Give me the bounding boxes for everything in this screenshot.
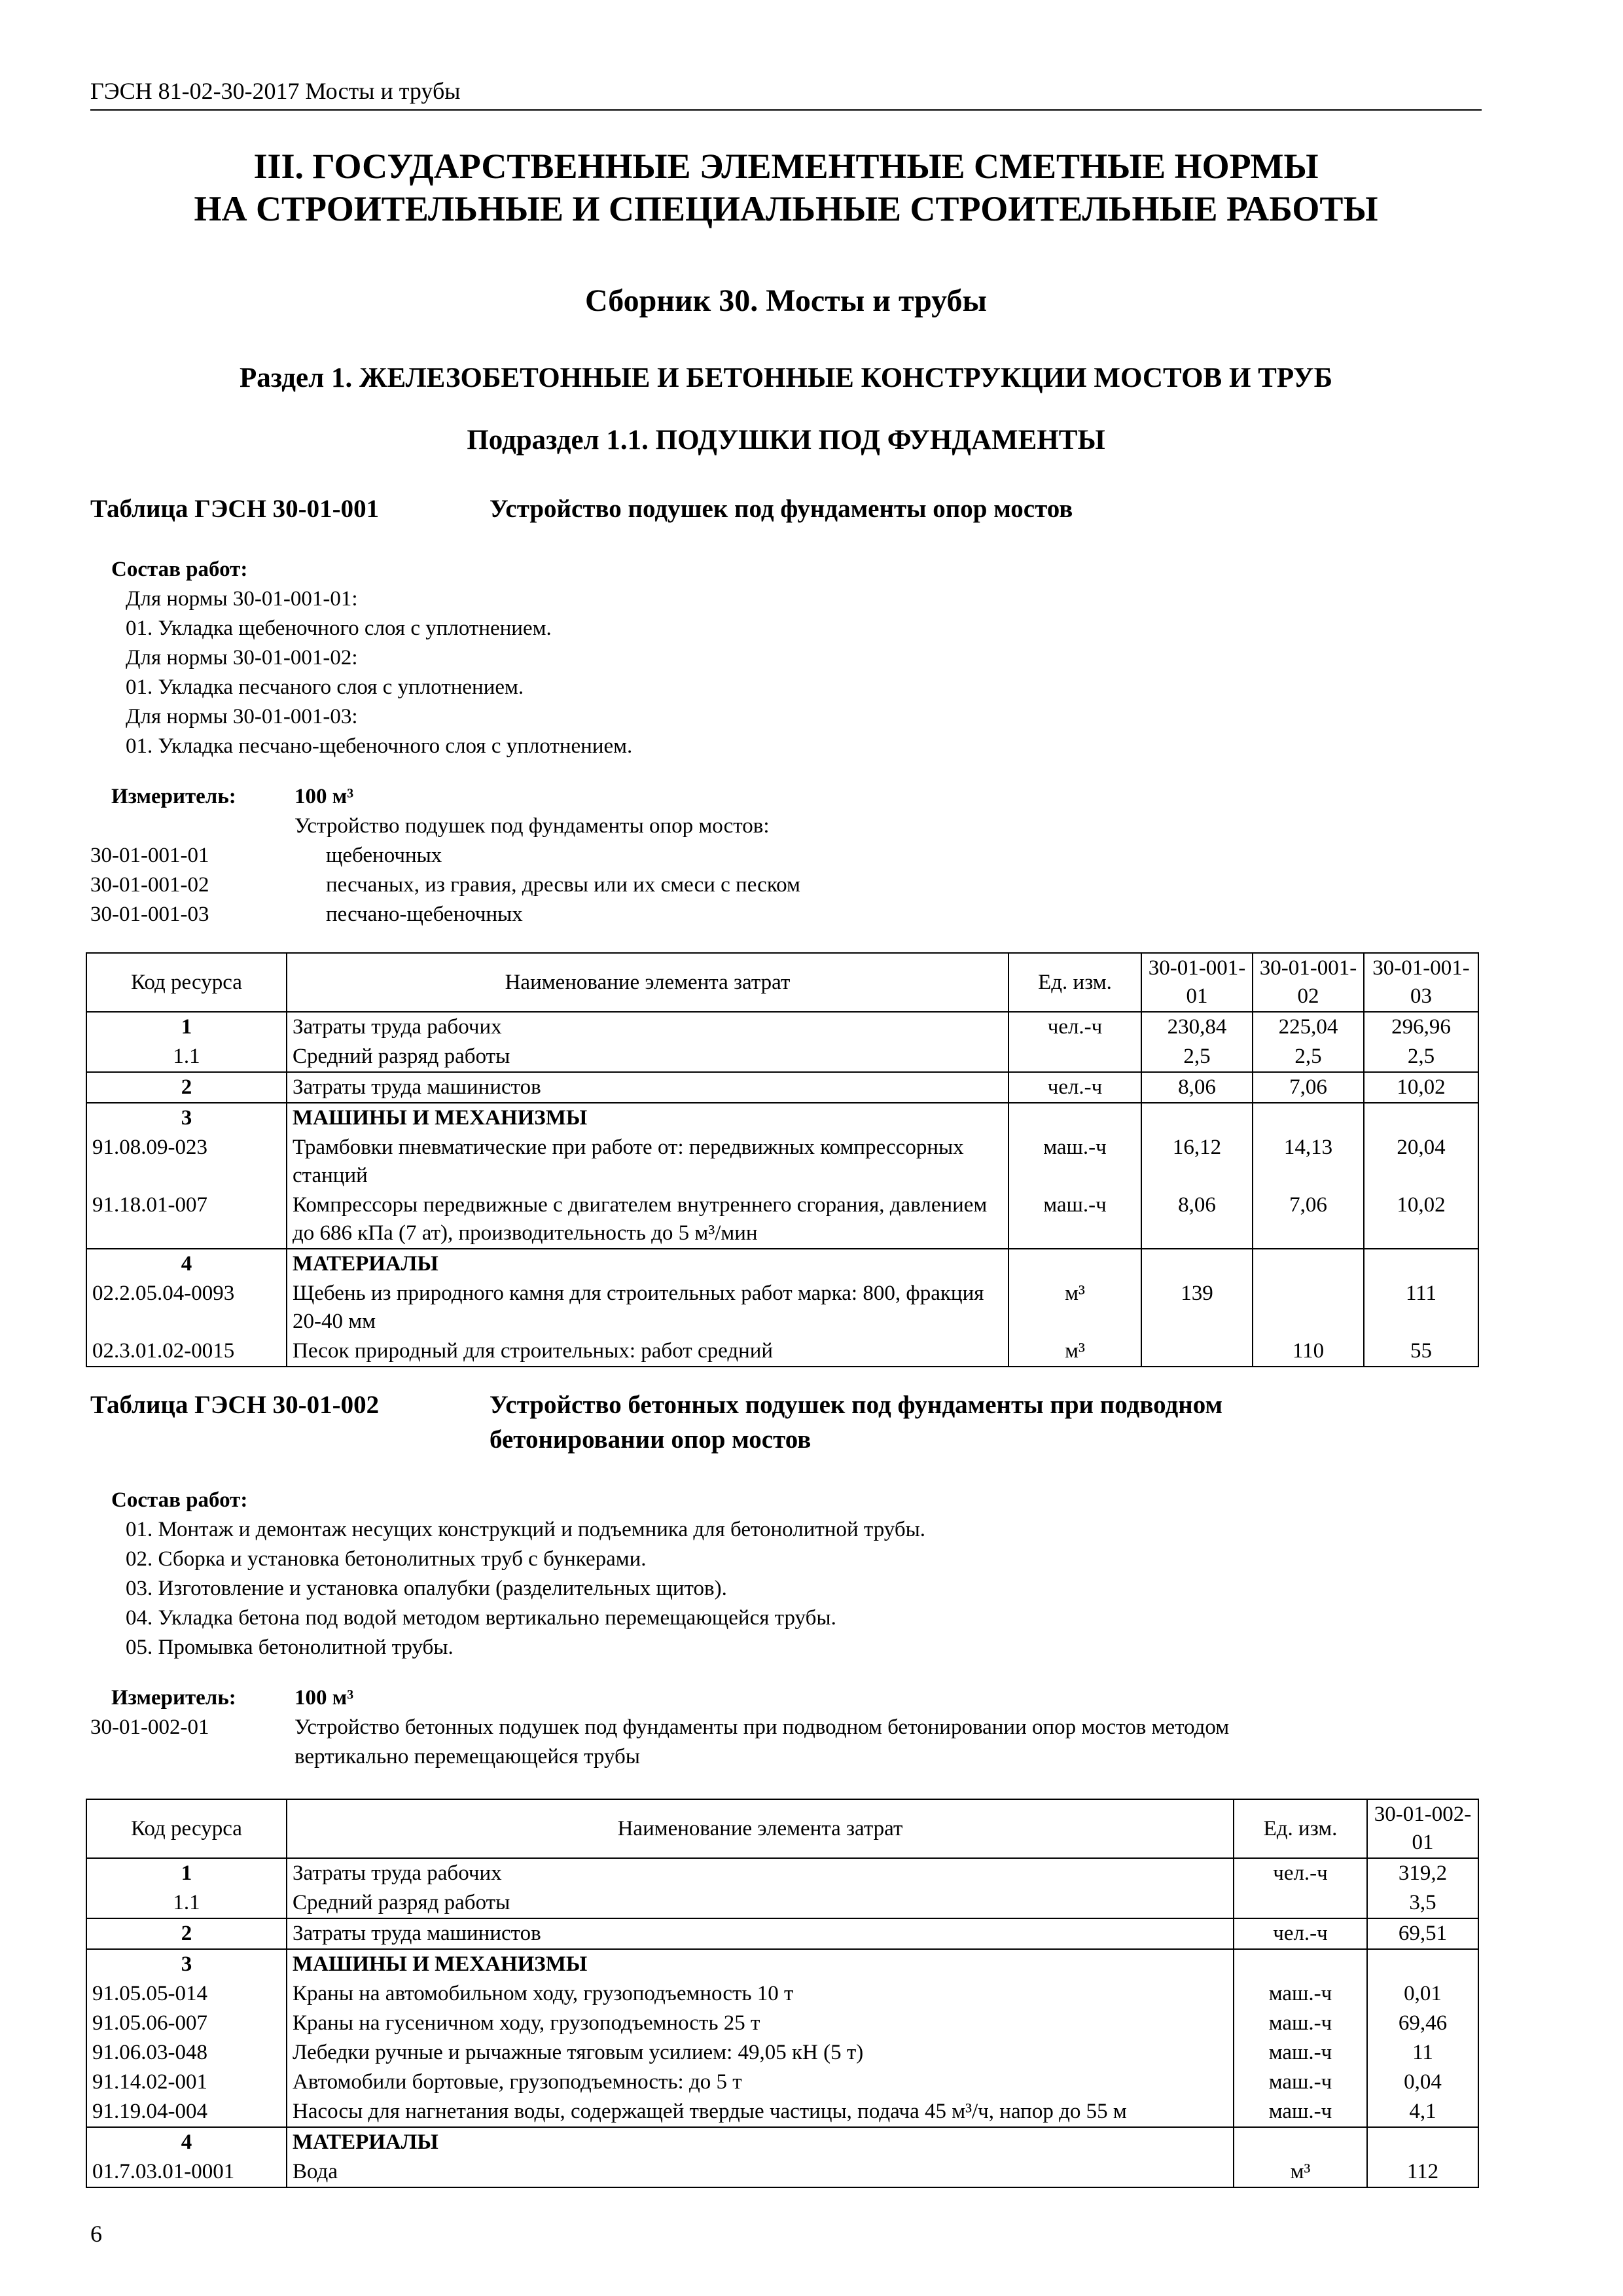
cell-value	[1141, 1336, 1253, 1367]
work-item: Для нормы 30-01-001-02:	[126, 646, 358, 670]
resource-table-2	[86, 1799, 1479, 2188]
table-row	[86, 2157, 1478, 2187]
cell-unit: маш.-ч	[1234, 2009, 1367, 2038]
col-header: 30-01-001-01	[1141, 953, 1253, 1012]
norm-code: 30-01-001-01	[90, 844, 209, 867]
meter-unit: 100 м³	[294, 785, 354, 808]
running-header: ГЭСН 81-02-30-2017 Мосты и трубы	[90, 78, 461, 104]
cell-value: 139	[1141, 1279, 1253, 1336]
cell-code: 91.06.03-048	[86, 2038, 287, 2068]
cell-value: 112	[1367, 2157, 1478, 2187]
work-item: 01. Укладка песчаного слоя с уплотнением.	[126, 675, 524, 699]
table2-title	[490, 1388, 1465, 1457]
cell-code: 01.7.03.01-0001	[86, 2157, 287, 2187]
table-row	[86, 1918, 1478, 1949]
cell-name: МАШИНЫ И МЕХАНИЗМЫ	[287, 1949, 1234, 1979]
col-header: 30-01-001-02	[1253, 953, 1364, 1012]
cell-name: Средний разряд работы	[287, 1888, 1234, 1918]
work-item: 05. Промывка бетонолитной трубы.	[126, 1636, 454, 1659]
cell-unit: маш.-ч	[1008, 1133, 1141, 1191]
col-header: 30-01-002-01	[1367, 1799, 1478, 1858]
cell-name: Затраты труда рабочих	[287, 1012, 1008, 1042]
norm-name: щебеночных	[326, 844, 442, 867]
norm-name: песчано-щебеночных	[326, 903, 523, 926]
cell-value: 3,5	[1367, 1888, 1478, 1918]
table-row	[86, 2127, 1478, 2157]
cell-name: МАШИНЫ И МЕХАНИЗМЫ	[287, 1103, 1008, 1133]
cell-value: 296,96	[1364, 1012, 1478, 1042]
cell-name: Средний разряд работы	[287, 1042, 1008, 1072]
norm-description	[294, 1713, 1229, 1772]
cell-value	[1367, 1949, 1478, 1979]
cell-code: 91.08.09-023	[86, 1133, 287, 1191]
cell-name: Затраты труда машинистов	[287, 1918, 1234, 1949]
cell-value: 111	[1364, 1279, 1478, 1336]
work-item: 02. Сборка и установка бетонолитных труб с бункерами.	[126, 1547, 647, 1571]
meter-label: Измеритель:	[111, 785, 236, 808]
table-header-row	[86, 953, 1478, 1012]
cell-value: 2,5	[1253, 1042, 1364, 1072]
table-row	[86, 1191, 1478, 1249]
cell-code: 1.1	[86, 1042, 287, 1072]
cell-value: 230,84	[1141, 1012, 1253, 1042]
work-item: 03. Изготовление и установка опалубки (разделительных щитов).	[126, 1577, 727, 1600]
cell-value: 7,06	[1253, 1072, 1364, 1103]
part-title-line1: III. ГОСУДАРСТВЕННЫЕ ЭЛЕМЕНТНЫЕ СМЕТНЫЕ НОРМЫ	[253, 147, 1319, 186]
table1-title: Устройство подушек под фундаменты опор мостов	[490, 495, 1073, 523]
cell-name: Затраты труда машинистов	[287, 1072, 1008, 1103]
cell-value: 10,02	[1364, 1191, 1478, 1249]
cell-value	[1141, 1249, 1253, 1279]
norm-code: 30-01-001-02	[90, 873, 209, 897]
work-label: Состав работ:	[111, 558, 248, 581]
cell-value: 110	[1253, 1336, 1364, 1367]
table-row	[86, 1279, 1478, 1336]
cell-code: 91.05.05-014	[86, 1979, 287, 2009]
cell-code: 91.19.04-004	[86, 2097, 287, 2127]
work-list	[126, 1515, 925, 1662]
cell-name: Вода	[287, 2157, 1234, 2187]
cell-code: 91.14.02-001	[86, 2068, 287, 2097]
cell-value: 20,04	[1364, 1133, 1478, 1191]
work-item: 04. Укладка бетона под водой методом вертикально перемещающейся трубы.	[126, 1606, 836, 1630]
cell-code: 91.05.06-007	[86, 2009, 287, 2038]
table-row	[86, 1133, 1478, 1191]
col-header: Код ресурса	[86, 1799, 287, 1858]
cell-unit: маш.-ч	[1234, 2038, 1367, 2068]
cell-name: Трамбовки пневматические при работе от: передвижных компрессорных станций	[287, 1133, 1008, 1191]
norm-code: 30-01-001-03	[90, 903, 209, 926]
table-row	[86, 1888, 1478, 1918]
cell-code: 4	[86, 1249, 287, 1279]
cell-unit	[1234, 1888, 1367, 1918]
col-header: Наименование элемента затрат	[287, 1799, 1234, 1858]
cell-value: 10,02	[1364, 1072, 1478, 1103]
cell-value: 2,5	[1141, 1042, 1253, 1072]
cell-value: 4,1	[1367, 2097, 1478, 2127]
table2-code: Таблица ГЭСН 30-01-002	[90, 1391, 380, 1419]
cell-value	[1253, 1279, 1364, 1336]
table1-work-section	[111, 555, 632, 761]
work-list	[126, 584, 632, 761]
cell-value: 8,06	[1141, 1072, 1253, 1103]
meter-description: Устройство подушек под фундаменты опор мостов:	[294, 814, 770, 838]
table-row	[86, 1042, 1478, 1072]
part-title	[90, 145, 1482, 230]
norm-description-line1: Устройство бетонных подушек под фундаменты при подводном бетонировании опор мостов методом	[294, 1715, 1230, 1739]
cell-unit: чел.-ч	[1234, 1918, 1367, 1949]
work-label: Состав работ:	[111, 1488, 248, 1512]
cell-code: 2	[86, 1918, 287, 1949]
section-title: Раздел 1. ЖЕЛЕЗОБЕТОННЫЕ И БЕТОННЫЕ КОНСТРУКЦИИ МОСТОВ И ТРУБ	[239, 363, 1333, 393]
cell-name: МАТЕРИАЛЫ	[287, 2127, 1234, 2157]
table-row	[86, 1072, 1478, 1103]
cell-name: Лебедки ручные и рычажные тяговым усилием: 49,05 кН (5 т)	[287, 2038, 1234, 2068]
cell-unit	[1234, 2127, 1367, 2157]
header-divider	[90, 109, 1482, 111]
cell-code: 1.1	[86, 1888, 287, 1918]
cell-value	[1367, 2127, 1478, 2157]
cell-unit: чел.-ч	[1008, 1072, 1141, 1103]
cell-unit	[1008, 1042, 1141, 1072]
work-item: 01. Монтаж и демонтаж несущих конструкций и подъемника для бетонолитной трубы.	[126, 1518, 926, 1541]
cell-value	[1253, 1249, 1364, 1279]
norm-code: 30-01-002-01	[90, 1715, 209, 1739]
cell-code: 1	[86, 1012, 287, 1042]
cell-value	[1253, 1103, 1364, 1133]
table2-work-section	[111, 1486, 925, 1662]
cell-name: Насосы для нагнетания воды, содержащей твердые частицы, подача 45 м³/ч, напор до 55 м	[287, 2097, 1234, 2127]
cell-value: 55	[1364, 1336, 1478, 1367]
cell-code: 02.2.05.04-0093	[86, 1279, 287, 1336]
cell-name: Щебень из природного камня для строительных работ марка: 800, фракция 20-40 мм	[287, 1279, 1008, 1336]
cell-unit: чел.-ч	[1234, 1858, 1367, 1888]
cell-value	[1364, 1249, 1478, 1279]
cell-unit: м³	[1008, 1279, 1141, 1336]
table-row	[86, 1249, 1478, 1279]
table2-title-line1: Устройство бетонных подушек под фундаменты при подводном	[490, 1391, 1223, 1419]
cell-value	[1364, 1103, 1478, 1133]
cell-value: 69,46	[1367, 2009, 1478, 2038]
cell-name: Автомобили бортовые, грузоподъемность: до 5 т	[287, 2068, 1234, 2097]
table-row	[86, 1336, 1478, 1367]
cell-value: 7,06	[1253, 1191, 1364, 1249]
cell-unit: м³	[1008, 1336, 1141, 1367]
table-row	[86, 2009, 1478, 2038]
cell-value: 2,5	[1364, 1042, 1478, 1072]
cell-code: 91.18.01-007	[86, 1191, 287, 1249]
page-number: 6	[90, 2221, 102, 2247]
work-item: Для нормы 30-01-001-01:	[126, 587, 358, 611]
cell-value: 16,12	[1141, 1133, 1253, 1191]
norm-description-line2: вертикально перемещающейся трубы	[294, 1745, 640, 1768]
work-item: 01. Укладка щебеночного слоя с уплотнением.	[126, 617, 552, 640]
table-row	[86, 2097, 1478, 2127]
cell-name: МАТЕРИАЛЫ	[287, 1249, 1008, 1279]
cell-name: Краны на гусеничном ходу, грузоподъемность 25 т	[287, 2009, 1234, 2038]
cell-value: 0,04	[1367, 2068, 1478, 2097]
col-header: Ед. изм.	[1008, 953, 1141, 1012]
table1-code: Таблица ГЭСН 30-01-001	[90, 495, 380, 523]
col-header: 30-01-001-03	[1364, 953, 1478, 1012]
cell-name: Компрессоры передвижные с двигателем внутреннего сгорания, давлением до 686 кПа (7 ат), производительность до 5 м³/мин	[287, 1191, 1008, 1249]
cell-value: 14,13	[1253, 1133, 1364, 1191]
cell-code: 3	[86, 1949, 287, 1979]
cell-value: 8,06	[1141, 1191, 1253, 1249]
collection-title: Сборник 30. Мосты и трубы	[584, 283, 988, 318]
cell-unit: м³	[1234, 2157, 1367, 2187]
cell-name: Песок природный для строительных: работ средний	[287, 1336, 1008, 1367]
work-item: 01. Укладка песчано-щебеночного слоя с уплотнением.	[126, 734, 633, 758]
cell-value: 69,51	[1367, 1918, 1478, 1949]
table-row	[86, 1012, 1478, 1042]
cell-value: 225,04	[1253, 1012, 1364, 1042]
table-row	[86, 1103, 1478, 1133]
table-header-row	[86, 1799, 1478, 1858]
cell-unit: маш.-ч	[1234, 2097, 1367, 2127]
table-row	[86, 2038, 1478, 2068]
resource-table-1	[86, 952, 1479, 1367]
col-header: Ед. изм.	[1234, 1799, 1367, 1858]
cell-unit: маш.-ч	[1008, 1191, 1141, 1249]
cell-unit	[1008, 1103, 1141, 1133]
meter-unit: 100 м³	[294, 1686, 354, 1710]
col-header: Код ресурса	[86, 953, 287, 1012]
cell-code: 1	[86, 1858, 287, 1888]
cell-value	[1141, 1103, 1253, 1133]
cell-value: 319,2	[1367, 1858, 1478, 1888]
norm-name: песчаных, из гравия, дресвы или их смеси с песком	[326, 873, 800, 897]
cell-unit: чел.-ч	[1008, 1012, 1141, 1042]
cell-unit	[1234, 1949, 1367, 1979]
meter-label: Измеритель:	[111, 1686, 236, 1710]
cell-code: 2	[86, 1072, 287, 1103]
table2-title-line2: бетонировании опор мостов	[490, 1426, 812, 1454]
table-row	[86, 1949, 1478, 1979]
cell-name: Краны на автомобильном ходу, грузоподъемность 10 т	[287, 1979, 1234, 2009]
part-title-line2: НА СТРОИТЕЛЬНЫЕ И СПЕЦИАЛЬНЫЕ СТРОИТЕЛЬНЫЕ РАБОТЫ	[194, 189, 1378, 228]
col-header: Наименование элемента затрат	[287, 953, 1008, 1012]
cell-value: 0,01	[1367, 1979, 1478, 2009]
cell-code: 4	[86, 2127, 287, 2157]
cell-unit: маш.-ч	[1234, 2068, 1367, 2097]
cell-unit: маш.-ч	[1234, 1979, 1367, 2009]
subsection-title: Подраздел 1.1. ПОДУШКИ ПОД ФУНДАМЕНТЫ	[467, 425, 1105, 456]
table-row	[86, 1979, 1478, 2009]
cell-code: 3	[86, 1103, 287, 1133]
work-item: Для нормы 30-01-001-03:	[126, 705, 358, 728]
table-row	[86, 1858, 1478, 1888]
cell-unit	[1008, 1249, 1141, 1279]
table-row	[86, 2068, 1478, 2097]
cell-value: 11	[1367, 2038, 1478, 2068]
cell-name: Затраты труда рабочих	[287, 1858, 1234, 1888]
cell-code: 02.3.01.02-0015	[86, 1336, 287, 1367]
